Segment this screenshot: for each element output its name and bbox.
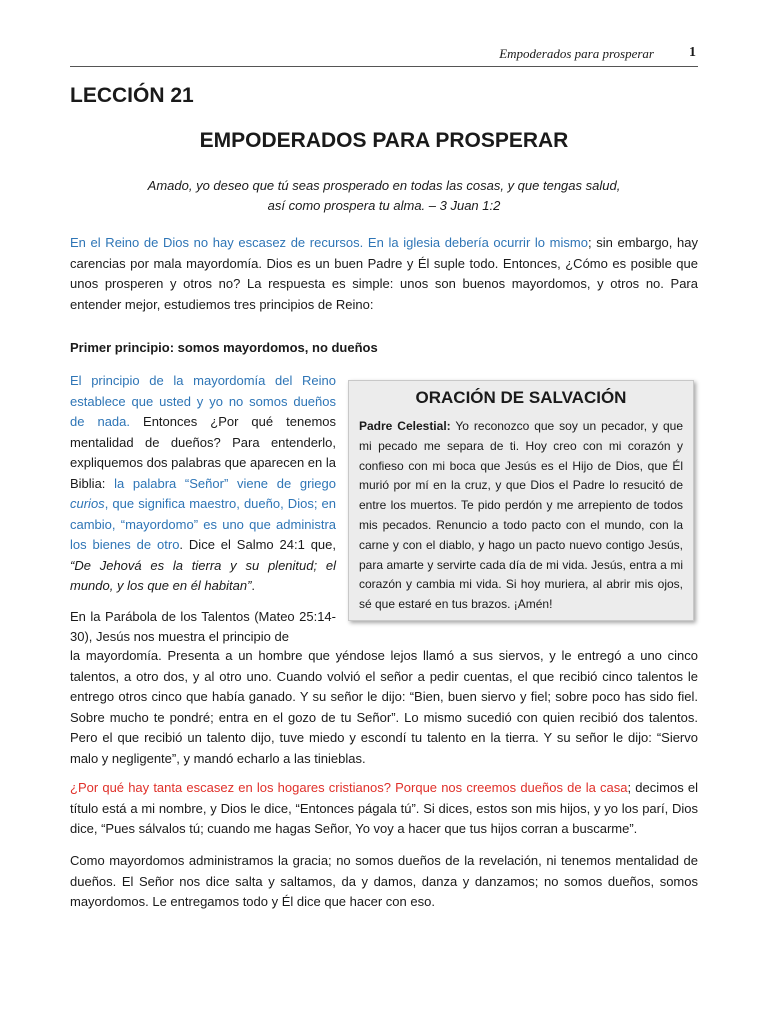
psalm-quote: “De Jehová es la tierra y su plenitud; el mundo, y los que en él habitan” (70, 557, 336, 593)
scarcity-text: ; decimos el título está a mi nombre, y Dios le dice, “Entonces págala tú”. Si dices, estos son mis hijos, y yo los parí, Dios dice, “Pues sálvalos tú; cuando me hagas Señor, Yo voy a hacer que tus hijos corran a buscarme”. (70, 780, 698, 836)
lesson-title: EMPODERADOS PARA PROSPERAR (199, 129, 569, 152)
principle-highlight-3: , que significa maestro, dueño, Dios; en cambio, “mayordomo” es uno que administra los bienes de otro (70, 496, 336, 552)
verse-line-2: así como prospera tu alma. – 3 Juan 1:2 (267, 198, 501, 213)
principle-highlight-2: la palabra “Señor” viene de griego (114, 475, 336, 491)
intro-text: ; sin embargo, hay carencias por mala mayordomía. Dios es un buen Padre y Él suple todo. Entonces, ¿Cómo es posible que unos prosperen y otros no? La respuesta es simple: unos son buenos mayordomos, y otros no. Para entender mejor, estudiemos tres principios de Reino: (70, 235, 698, 312)
left-column (70, 371, 336, 648)
principle-greek-word: curios (70, 496, 105, 511)
page-header (70, 44, 698, 67)
page-number: 1 (689, 45, 696, 60)
header-title: Empoderados para prosperar (499, 46, 654, 61)
salvation-prayer-box (348, 380, 694, 621)
key-verse (70, 176, 698, 216)
parable-intro: En la Parábola de los Talentos (Mateo 25:14-30), Jesús nos muestra el principio de (70, 608, 336, 644)
principle-highlight-1: El principio de la mayordomía del Reino establece que usted y yo no somos dueños de nada. (70, 373, 336, 429)
principle-text-2: . Dice el Salmo 24:1 que, (179, 537, 336, 552)
intro-highlight: En el Reino de Dios no hay escasez de recursos. En la iglesia debería ocurrir lo mismo (70, 235, 588, 250)
prayer-box-title: ORACIÓN DE SALVACIÓN (415, 388, 627, 407)
stewards-paragraph: Como mayordomos administramos la gracia; no somos dueños de la revelación, ni tenemos mentalidad de dueños. El Señor nos dice salta y saltamos, da y damos, danza y danzamos; no somos dueños, somos mayordomos. Le entregamos todo y Él dice que hacer con eso. (70, 853, 698, 909)
scarcity-paragraph (70, 778, 698, 840)
prayer-text (359, 417, 683, 615)
intro-paragraph (70, 233, 698, 315)
principle-text-1: Entonces ¿Por qué tenemos mentalidad de dueños? Para entenderlo, expliquemos dos palabras que aparecen en la Biblia: (70, 414, 336, 491)
lesson-number: LECCIÓN 21 (70, 84, 194, 107)
prayer-body: Yo reconozco que soy un pecador, y que mi pecado me separa de ti. Hoy creo con mi corazón y confieso con mi boca que Jesús es el Hijo de Dios, que Él murió por mí en la cruz, y que Dios el Padre lo resucitó de entre los muertos. Te pido perdón y me arrepiento de todos mis pecados. Renuncio a todo pacto con el mundo, con la carne y con el diablo, y hago un pacto nuevo contigo Jesús, para amarte y servirte cada día de mi vida. Jesús, entra a mi corazón y cambia mi vida. Si hoy muriera, al abrir mis ojos, sé que estaré en tus brazos. ¡Amén! (359, 419, 684, 612)
verse-line-1: Amado, yo deseo que tú seas prosperado en todas las cosas, y que tengas salud, (147, 178, 621, 193)
section-heading-first-principle: Primer principio: somos mayordomos, no dueños (70, 340, 378, 355)
parable-paragraph: la mayordomía. Presenta a un hombre que yéndose lejos llamó a sus siervos, y le entregó a uno cinco talentos, a otro dos, y al otro uno. Cuando volvió el señor a pedir cuentas, el que recibió cinco talentos le entrego otros cinco que había ganado. Y su señor le dijo: “Bien, buen siervo y fiel; sobre poco has sido fiel. Sobre mucho te pondré; entra en el gozo de tu Señor”. Lo mismo sucedió con quien recibió dos talentos. Pero el que recibió un talento dijo, tuve miedo y escondí tu talento en la tierra. Y su señor le dijo: “Siervo malo y negligente”, y mandó echarlo a las tinieblas. (70, 648, 698, 766)
principle-paragraph (70, 371, 336, 597)
prayer-label: Padre Celestial: (359, 419, 451, 433)
scarcity-highlight: ¿Por qué hay tanta escasez en los hogares cristianos? Porque nos creemos dueños de la casa (70, 780, 628, 795)
principle-text-3: . (251, 578, 256, 593)
